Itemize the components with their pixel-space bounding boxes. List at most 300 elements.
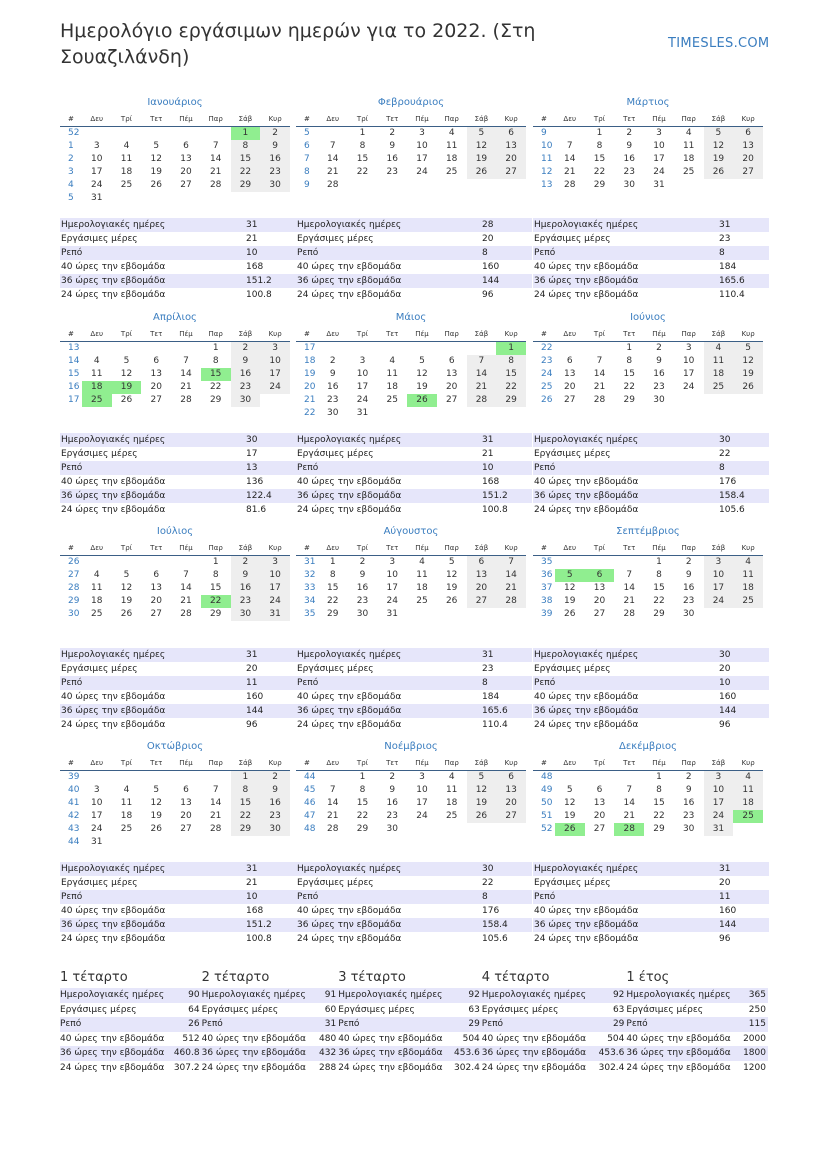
day-cell: 22 (496, 381, 526, 394)
summary-value: 302.4 (454, 1062, 480, 1073)
stat-value: 96 (246, 720, 258, 730)
weekday-label: Τρί (120, 759, 133, 767)
week-row (60, 355, 290, 368)
day-cell: 18 (733, 797, 763, 810)
summary-title: 4 τέταρτο (481, 970, 550, 985)
day-cell: 27 (180, 180, 192, 190)
day-cell (141, 127, 171, 140)
stat-label: 40 ώρες την εβδομάδα (297, 692, 402, 702)
day-cell: 23 (327, 395, 339, 405)
day-cell: 24 (91, 180, 103, 190)
weekday-label: Πέμ (179, 759, 193, 767)
stat-row (60, 475, 296, 489)
summary-label: Ημερολογιακές ημέρες (338, 990, 443, 1000)
stat-label: Ημερολογιακές ημέρες (534, 220, 639, 230)
day-cell: 5 (467, 127, 497, 140)
stat-value: 10 (246, 248, 258, 258)
week-number: 17 (68, 395, 80, 405)
day-cell: 11 (682, 141, 695, 151)
day-cell: 28 (564, 180, 576, 190)
stat-row (533, 461, 769, 475)
weekday-label: Σάβ (238, 330, 253, 338)
stat-label: 24 ώρες την εβδομάδα (534, 934, 639, 944)
day-cell (437, 823, 467, 836)
month-name: Αύγουστος (383, 526, 439, 537)
day-cell: 2 (389, 128, 396, 138)
stat-value: 30 (482, 864, 494, 874)
week-row (533, 797, 763, 810)
day-cell: 15 (327, 583, 339, 593)
day-cell: 13 (180, 798, 192, 808)
day-cell: 12 (733, 355, 763, 368)
stat-label: 24 ώρες την εβδομάδα (534, 290, 639, 300)
stat-label: Ημερολογιακές ημέρες (61, 864, 166, 874)
day-cell: 4 (704, 342, 734, 355)
day-cell: 17 (260, 368, 290, 381)
month-stats (296, 648, 532, 732)
day-cell: 10 (260, 569, 290, 582)
stat-label: Ημερολογιακές ημέρες (61, 650, 166, 660)
day-cell: 28 (180, 395, 192, 405)
week-row (60, 127, 290, 140)
weekday-label: Παρ (208, 330, 223, 338)
week-row (60, 595, 290, 608)
month-name: Μάρτιος (626, 97, 670, 108)
day-cell: 18 (120, 811, 133, 821)
stat-label: 36 ώρες την εβδομάδα (61, 920, 166, 930)
week-row (296, 784, 526, 797)
day-cell: 23 (231, 595, 261, 608)
stat-row (60, 218, 296, 232)
stat-row (60, 260, 296, 274)
month-name: Ιούλιος (156, 526, 194, 537)
week-row (60, 810, 290, 823)
day-cell (407, 179, 437, 192)
stat-row (533, 260, 769, 274)
brand-link[interactable]: TIMESLES.COM (668, 36, 770, 51)
summary-value: 92 (612, 990, 625, 1000)
stat-value: 144 (719, 920, 737, 930)
day-cell: 6 (153, 356, 160, 366)
stat-row (533, 648, 769, 662)
summary-label: Εργάσιμες μέρες (626, 1004, 703, 1015)
day-cell: 27 (593, 824, 606, 834)
day-cell (407, 342, 437, 355)
day-cell: 13 (467, 569, 497, 582)
day-cell: 14 (564, 154, 576, 164)
week-row (296, 381, 526, 394)
stat-row (296, 704, 532, 718)
week-number: 39 (68, 772, 80, 782)
summary-label: Ημερολογιακές ημέρες (626, 990, 731, 1000)
day-cell: 28 (327, 824, 339, 834)
stat-value: 168 (246, 262, 264, 272)
stat-value: 144 (246, 706, 264, 716)
week-row (60, 784, 290, 797)
summary-value: 288 (319, 1062, 337, 1073)
day-cell: 4 (389, 356, 396, 366)
weekday-header (60, 756, 290, 771)
day-cell: 24 (260, 381, 290, 394)
stat-value: 13 (246, 463, 258, 473)
weekday-label: Δευ (563, 115, 577, 123)
day-cell: 26 (704, 166, 734, 179)
weekday-label: # (68, 330, 74, 338)
weekday-label: Κυρ (268, 330, 282, 338)
day-cell: 15 (201, 368, 231, 381)
day-cell: 21 (180, 382, 192, 392)
stat-value: 8 (719, 248, 725, 258)
day-cell: 13 (564, 369, 576, 379)
day-cell: 1 (359, 128, 366, 138)
week-row (60, 381, 290, 394)
stat-label: 36 ώρες την εβδομάδα (61, 706, 166, 716)
week-row (296, 342, 526, 355)
week-number: 4 (68, 180, 74, 190)
day-cell: 31 (386, 609, 398, 619)
weekday-label: Πέμ (652, 759, 666, 767)
day-cell: 1 (231, 771, 261, 784)
week-number: 48 (304, 824, 316, 834)
stat-row (296, 904, 532, 918)
summary-label: Ημερολογιακές ημέρες (481, 990, 586, 1000)
stat-row (60, 447, 296, 461)
stat-value: 160 (482, 262, 500, 272)
stat-row (60, 433, 296, 447)
stat-row (60, 288, 296, 302)
week-row (296, 595, 526, 608)
stat-row (296, 433, 532, 447)
day-cell: 1 (231, 127, 261, 140)
summary-label: 36 ώρες την εβδομάδα (60, 1048, 165, 1058)
summary-row (60, 1003, 202, 1018)
summary-value: 1200 (743, 1062, 766, 1073)
day-cell: 3 (419, 128, 425, 138)
day-cell: 7 (566, 141, 573, 151)
month-calendar (60, 311, 290, 407)
summary-label: Ρεπό (338, 1019, 360, 1029)
stat-label: Εργάσιμες μέρες (61, 234, 138, 244)
stat-label: Ρεπό (534, 678, 556, 688)
week-row (296, 608, 526, 621)
weekday-label: Δευ (326, 759, 340, 767)
weekday-label: # (304, 330, 310, 338)
day-cell: 18 (82, 381, 112, 394)
summary-row (60, 1017, 202, 1032)
day-cell: 7 (329, 141, 336, 151)
weekday-label: Σάβ (711, 330, 726, 338)
day-cell (674, 394, 704, 407)
day-cell: 21 (564, 167, 576, 177)
stat-row (296, 503, 532, 517)
day-cell: 11 (445, 785, 458, 795)
week-number: 8 (304, 167, 310, 177)
day-cell: 30 (682, 824, 695, 834)
month-calendar (60, 96, 290, 205)
week-number: 42 (68, 811, 80, 821)
day-cell: 23 (260, 166, 290, 179)
stat-value: 31 (719, 864, 731, 874)
weekday-label: Τετ (150, 330, 163, 338)
day-cell: 19 (150, 167, 162, 177)
summary-row (626, 1046, 768, 1061)
stat-label: 40 ώρες την εβδομάδα (61, 906, 166, 916)
day-cell: 3 (389, 557, 396, 567)
day-cell: 11 (91, 369, 103, 379)
day-cell: 3 (419, 772, 425, 782)
week-number: 13 (68, 343, 80, 353)
day-cell: 27 (733, 166, 763, 179)
day-cell: 6 (566, 356, 573, 366)
week-number: 3 (68, 167, 74, 177)
month-stats (533, 862, 769, 946)
day-cell: 2 (260, 771, 290, 784)
stat-label: 36 ώρες την εβδομάδα (534, 920, 639, 930)
stat-label: Εργάσιμες μέρες (534, 449, 611, 459)
day-cell: 7 (183, 570, 189, 580)
week-row (60, 153, 290, 166)
day-cell: 13 (496, 784, 526, 797)
day-cell (407, 823, 437, 836)
week-row (533, 342, 763, 355)
weekday-label: Τρί (356, 759, 369, 767)
weekday-header (533, 327, 763, 342)
weekday-label: Παρ (444, 759, 459, 767)
summary-row (60, 1032, 202, 1047)
day-cell (201, 192, 231, 205)
week-number: 2 (68, 154, 74, 164)
stat-label: Εργάσιμες μέρες (297, 234, 374, 244)
week-number: 46 (304, 798, 316, 808)
day-cell: 11 (445, 141, 458, 151)
day-cell: 31 (91, 837, 103, 847)
month-calendar (533, 96, 763, 192)
day-cell (555, 127, 585, 140)
stat-label: 40 ώρες την εβδομάδα (61, 477, 166, 487)
week-number: 52 (541, 824, 553, 834)
stat-value: 31 (246, 864, 258, 874)
day-cell: 25 (704, 381, 734, 394)
weekday-label: # (304, 115, 310, 123)
stat-row (296, 862, 532, 876)
day-cell: 28 (467, 394, 497, 407)
day-cell (201, 127, 231, 140)
day-cell: 7 (626, 570, 633, 580)
summary-value: 460.8 (173, 1048, 200, 1058)
stat-row (60, 662, 296, 676)
week-row (296, 771, 526, 784)
stat-label: Εργάσιμες μέρες (534, 664, 611, 674)
week-row (60, 823, 290, 836)
day-cell (733, 179, 763, 192)
day-cell: 21 (327, 167, 339, 177)
day-cell: 15 (356, 154, 369, 164)
weekday-header (533, 112, 763, 127)
summary-value: 31 (324, 1019, 337, 1029)
stat-label: Ρεπό (297, 463, 319, 473)
weekday-label: Τρί (356, 115, 369, 123)
day-cell: 13 (180, 154, 192, 164)
stat-value: 122.4 (246, 491, 272, 501)
weekday-label: Σάβ (238, 544, 253, 552)
weekday-label: Τετ (623, 544, 636, 552)
stat-label: Ρεπό (534, 463, 556, 473)
stat-row (533, 288, 769, 302)
day-cell (260, 192, 290, 205)
day-cell: 25 (733, 595, 763, 608)
week-number: 22 (541, 343, 553, 353)
week-row (296, 368, 526, 381)
day-cell: 3 (685, 343, 692, 353)
month-calendar (296, 525, 526, 621)
week-row (533, 569, 763, 582)
day-cell: 9 (685, 785, 692, 795)
summary-row (626, 988, 768, 1003)
summary-row (482, 988, 627, 1003)
month-stats (60, 218, 296, 302)
summary-label: 40 ώρες την εβδομάδα (481, 1033, 587, 1044)
day-cell: 11 (91, 583, 103, 593)
day-cell: 19 (416, 382, 428, 392)
stat-row (533, 876, 769, 890)
stat-label: Ημερολογιακές ημέρες (534, 435, 639, 445)
summary-value: 63 (612, 1004, 625, 1015)
summary-label: 36 ώρες την εβδομάδα (201, 1048, 306, 1058)
weekday-label: Παρ (681, 330, 696, 338)
stat-row (533, 676, 769, 690)
month-stats (296, 433, 532, 517)
day-cell (318, 771, 348, 784)
stat-value: 20 (246, 664, 258, 674)
day-cell (377, 407, 407, 420)
stat-row (60, 648, 296, 662)
day-cell: 18 (733, 582, 763, 595)
month-calendar (60, 525, 290, 621)
day-cell: 23 (356, 596, 369, 606)
day-cell (112, 556, 142, 569)
day-cell (407, 608, 437, 621)
day-cell: 21 (209, 811, 222, 821)
stat-value: 10 (719, 678, 731, 688)
summary-value: 91 (324, 990, 337, 1000)
stat-row (60, 876, 296, 890)
summary-row (338, 1046, 482, 1061)
day-cell: 5 (566, 785, 573, 795)
day-cell: 4 (123, 785, 130, 795)
day-cell: 23 (386, 167, 398, 177)
summary-value: 90 (188, 990, 200, 1000)
day-cell: 6 (496, 127, 526, 140)
day-cell: 3 (93, 141, 100, 151)
summary-row (202, 1003, 339, 1018)
day-cell: 27 (496, 810, 526, 823)
day-cell: 4 (448, 128, 455, 138)
day-cell: 20 (593, 596, 606, 606)
stat-label: Ρεπό (61, 892, 83, 902)
month-stats (533, 648, 769, 732)
day-cell: 14 (327, 154, 339, 164)
day-cell: 13 (593, 583, 606, 593)
day-cell (585, 556, 615, 569)
weekday-label: Πέμ (179, 330, 193, 338)
summary-row (338, 1017, 482, 1032)
stat-row (296, 489, 532, 503)
stat-label: 36 ώρες την εβδομάδα (534, 706, 639, 716)
week-number: 43 (68, 824, 80, 834)
day-cell: 26 (564, 609, 576, 619)
week-number: 12 (541, 167, 553, 177)
day-cell: 19 (150, 811, 162, 821)
week-row (533, 582, 763, 595)
stat-value: 11 (719, 892, 731, 902)
weekday-label: Δευ (563, 544, 577, 552)
week-row (533, 179, 763, 192)
weekday-label: Τετ (623, 759, 636, 767)
stat-label: 40 ώρες την εβδομάδα (297, 477, 402, 487)
stat-label: Ημερολογιακές ημέρες (61, 220, 166, 230)
day-cell (674, 179, 704, 192)
day-cell: 25 (682, 167, 695, 177)
summary-label: Εργάσιμες μέρες (338, 1004, 415, 1015)
stat-value: 81.6 (246, 505, 267, 515)
day-cell: 26 (445, 596, 458, 606)
day-cell (496, 608, 526, 621)
day-cell: 4 (123, 141, 130, 151)
weekday-label: Δευ (563, 759, 577, 767)
weekday-label: Κυρ (504, 115, 518, 123)
day-cell (704, 179, 734, 192)
week-number: 51 (541, 811, 553, 821)
stat-value: 176 (719, 477, 737, 487)
stat-value: 20 (719, 664, 731, 674)
stat-value: 168 (246, 906, 264, 916)
summary-label: Εργάσιμες μέρες (201, 1004, 279, 1015)
weekday-label: Πέμ (652, 544, 666, 552)
day-cell (467, 179, 497, 192)
summary-label: 24 ώρες την εβδομάδα (338, 1062, 443, 1073)
week-row (60, 368, 290, 381)
day-cell (704, 608, 734, 621)
week-number: 9 (541, 128, 547, 138)
day-cell (171, 127, 201, 140)
stat-row (533, 890, 769, 904)
week-number: 52 (68, 128, 80, 138)
stat-value: 28 (482, 220, 494, 230)
day-cell: 28 (593, 395, 606, 405)
summary-value: 60 (324, 1004, 337, 1015)
stat-row (60, 704, 296, 718)
stat-label: 24 ώρες την εβδομάδα (297, 934, 402, 944)
day-cell (201, 836, 231, 849)
stat-value: 20 (482, 234, 494, 244)
day-cell: 13 (593, 798, 606, 808)
day-cell: 22 (356, 811, 369, 821)
week-number: 26 (541, 395, 553, 405)
week-number: 18 (304, 356, 316, 366)
stat-row (533, 489, 769, 503)
weekday-label: Πέμ (179, 544, 193, 552)
stat-value: 168 (482, 477, 500, 487)
week-row (296, 153, 526, 166)
day-cell: 4 (685, 128, 692, 138)
summary-row (202, 1061, 339, 1076)
summary-block (202, 968, 339, 1075)
day-cell (496, 407, 526, 420)
day-cell: 14 (467, 368, 497, 381)
summary-row (202, 1017, 339, 1032)
stat-value: 110.4 (719, 290, 745, 300)
weekday-label: Τρί (120, 330, 133, 338)
